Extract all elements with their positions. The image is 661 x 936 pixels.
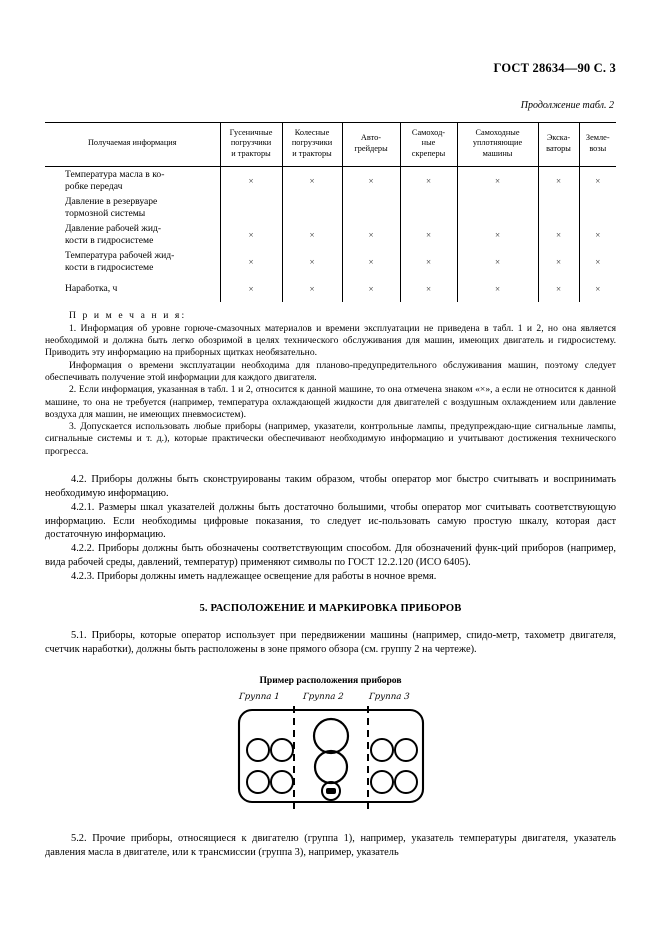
figure-label-group-3: Группа 3 <box>368 692 410 703</box>
table-notes <box>45 310 616 458</box>
figure-caption: Пример расположения приборов <box>259 675 402 687</box>
column-header-wheeled-loaders: Колесные погрузчики и тракторы <box>282 122 342 167</box>
cell-mark: × <box>457 167 538 195</box>
table-row <box>45 248 616 275</box>
cell-mark: × <box>282 248 342 275</box>
dashboard-panel-diagram <box>231 706 431 810</box>
cell-mark: × <box>538 167 579 195</box>
table-row <box>45 167 616 195</box>
row-label-operating-hours: Наработка, ч <box>65 282 118 294</box>
cell-mark: × <box>342 275 400 302</box>
cell-mark: × <box>282 167 342 195</box>
cell-mark: × <box>538 221 579 248</box>
cell-mark: × <box>342 248 400 275</box>
cell-mark <box>579 194 616 221</box>
note-item-2: 2. Если информация, указанная в табл. 1 и 2, относится к данной машине, то она отмечена знаком «×», а если не относится к данной машине, то она не требуется (например, температура охлаждающей жидкости для двигателей с воздушным охлаждением или давление воздуха для машин, не имеющих пневмосистем). <box>45 384 616 420</box>
clause-group-4-2 <box>45 473 616 584</box>
table-continued-caption: Продолжение табл. 2 <box>520 99 614 111</box>
cell-mark: × <box>579 221 616 248</box>
clause-4-2-3: 4.2.3. Приборы должны иметь надлежащее освещение для работы в ночное время. <box>71 570 437 582</box>
column-header-scrapers: Самоход- ные скреперы <box>400 122 457 167</box>
cell-mark: × <box>457 275 538 302</box>
clause-group-5-2 <box>45 832 616 860</box>
table-row <box>45 194 616 221</box>
table-row <box>45 275 616 302</box>
gauge-group3-1 <box>371 739 393 761</box>
column-header-info: Получаемая информация <box>45 122 220 167</box>
cell-mark: × <box>342 221 400 248</box>
cell-mark: × <box>400 167 457 195</box>
column-header-excavators: Экска- ваторы <box>538 122 579 167</box>
gauge-group1-2 <box>271 739 293 761</box>
clause-5-1: 5.1. Приборы, которые оператор использует при передвижении машины (например, спидо-метр, тахометр двигателя, счетчик наработки), должны быть расположены в зоне прямого обзора (см. группу 2 на чертеже). <box>45 629 616 655</box>
clause-5-2: 5.2. Прочие приборы, относящиеся к двигателю (группа 1), например, указатель температуры двигателя, указатель давления масла в двигателе, или к трансмиссии (группа 3), например, указатель <box>45 833 616 859</box>
cell-mark: × <box>457 221 538 248</box>
cell-mark <box>457 194 538 221</box>
cell-mark <box>220 194 282 221</box>
column-header-graders: Авто- грейдеры <box>342 122 400 167</box>
cell-mark: × <box>579 275 616 302</box>
cell-mark: × <box>220 275 282 302</box>
cell-mark: × <box>400 248 457 275</box>
cell-mark: × <box>342 167 400 195</box>
note-item-1: 1. Информация об уровне горюче-смазочных материалов и времени эксплуатации не приведена в табл. 1 и 2, но она является необходимой и должна быть легко обозримой в целях технического обслуживания для машин, имеющих двигатель и гидросистему. Приводить эту информацию на приборных щитках необязательно. <box>45 322 616 359</box>
figure-drawing <box>231 692 431 810</box>
row-label-hydraulic-fluid-temperature: Температура рабочей жид- кости в гидросистеме <box>65 249 175 273</box>
row-label-gearbox-oil-temperature: Температура масла в ко- робке передач <box>65 168 165 192</box>
clause-group-5-1 <box>45 629 616 657</box>
cell-mark: × <box>282 275 342 302</box>
cell-mark: × <box>579 167 616 195</box>
cell-mark: × <box>282 221 342 248</box>
note-item-1b: Информация о времени эксплуатации необходима для планово-предупредительного обслуживания машин, поэтому следует обеспечивать получение этой информации для каждого двигателя. <box>45 359 616 383</box>
cell-mark: × <box>579 248 616 275</box>
page-header-standard: ГОСТ 28634—90 С. 3 <box>493 61 616 75</box>
gauge-group3-4 <box>395 771 417 793</box>
gauge-group1-3 <box>247 771 269 793</box>
cell-mark <box>400 194 457 221</box>
notes-title: П р и м е ч а н и я: <box>69 310 187 322</box>
table-row <box>45 221 616 248</box>
hour-meter-display-icon <box>326 788 336 794</box>
column-header-compactors: Самоходные уплотняющие машины <box>457 122 538 167</box>
cell-mark <box>342 194 400 221</box>
cell-mark: × <box>220 248 282 275</box>
cell-mark: × <box>457 248 538 275</box>
row-label-brake-reservoir-pressure: Давление в резервуаре тормозной системы <box>65 195 158 219</box>
cell-mark: × <box>538 248 579 275</box>
cell-mark <box>282 194 342 221</box>
cell-mark: × <box>400 221 457 248</box>
gauge-group3-3 <box>371 771 393 793</box>
cell-mark: × <box>538 275 579 302</box>
clause-4-2-2: 4.2.2. Приборы должны быть обозначены соответствующим способом. Для обозначений функ-ций приборов (например, вида рабочей среды, давлений, температур) применяют символы по ГОСТ 12.2.120 (ИСО 6405). <box>45 543 616 569</box>
column-header-crawler-loaders: Гусеничные погрузчики и тракторы <box>220 122 282 167</box>
instrument-layout-figure <box>45 675 616 810</box>
row-label-hydraulic-fluid-pressure: Давление рабочей жид- кости в гидросистеме <box>65 222 162 246</box>
gauge-group1-4 <box>271 771 293 793</box>
cell-mark <box>538 194 579 221</box>
instrument-requirements-table <box>45 122 616 303</box>
table-header-row <box>45 122 616 167</box>
column-header-haulers: Земле- возы <box>579 122 616 167</box>
gauge-group3-2 <box>395 739 417 761</box>
figure-label-group-1: Группа 1 <box>238 692 280 703</box>
section-heading-5: 5. РАСПОЛОЖЕНИЕ И МАРКИРОВКА ПРИБОРОВ <box>199 602 462 614</box>
figure-label-group-2: Группа 2 <box>302 692 344 703</box>
gauge-group1-1 <box>247 739 269 761</box>
cell-mark: × <box>400 275 457 302</box>
cell-mark: × <box>220 167 282 195</box>
note-item-3: 3. Допускается использовать любые приборы (например, указатели, контрольные лампы, предупреждаю-щие сигнальные лампы, сигнальные системы и т. д.), которые практически обеспечивают необходимую информацию и учитывают достижения технического прогресса. <box>45 421 616 457</box>
cell-mark: × <box>220 221 282 248</box>
gauge-group2-tachometer <box>315 751 347 783</box>
gauge-group2-speedometer <box>314 719 348 753</box>
clause-4-2: 4.2. Приборы должны быть сконструированы таким образом, чтобы оператор мог быстро считывать и воспринимать необходимую информацию. <box>45 474 616 499</box>
clause-4-2-1: 4.2.1. Размеры шкал указателей должны быть достаточно большими, чтобы оператор мог считывать соответствующую информацию. Если необходимы цифровые показания, то следует ис-пользовать самую простую шкалу, которая даст достаточную информацию. <box>45 501 616 541</box>
